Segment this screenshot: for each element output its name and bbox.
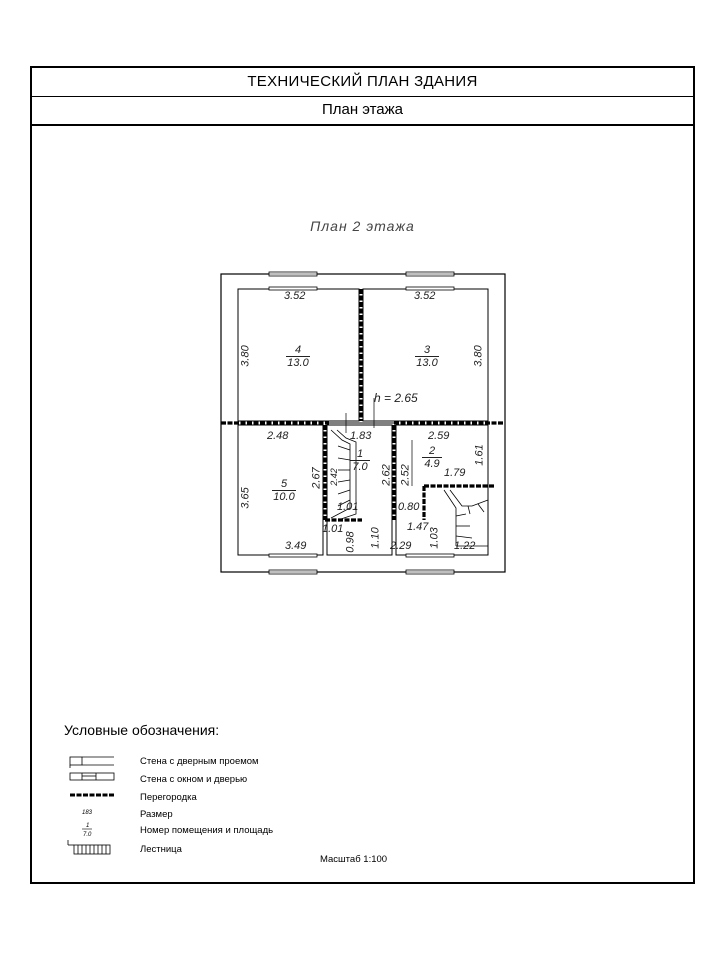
legend-item-size: Размер — [140, 809, 173, 820]
dim-room3-width: 3.52 — [414, 290, 436, 302]
dim-stair-v2: 1.10 — [369, 527, 382, 549]
legend-room-sample-area: 7.0 — [83, 832, 92, 838]
dim-room2-inner: 1.79 — [444, 467, 466, 479]
scale-label: Масштаб 1:100 — [320, 854, 388, 865]
legend-stair-icon — [68, 840, 110, 854]
legend-symbols — [64, 754, 144, 884]
drawing-sheet — [30, 66, 695, 884]
plan-caption: План 2 этажа — [310, 218, 415, 234]
dim-room2-mid: 1.47 — [407, 521, 429, 533]
dim-room4-width: 3.52 — [284, 290, 306, 302]
room-2-area: 4.9 — [424, 458, 440, 470]
room-5-area: 10.0 — [273, 491, 295, 503]
dim-corridor-right2: 2.52 — [399, 464, 412, 486]
room-4-label — [286, 344, 310, 369]
room-4-number: 4 — [286, 344, 310, 357]
dim-room2-right: 1.61 — [473, 444, 486, 466]
dim-room2-top: 2.59 — [428, 430, 450, 442]
sheet-title: ТЕХНИЧЕСКИЙ ПЛАН ЗДАНИЯ — [32, 68, 693, 97]
legend-title: Условные обозначения: — [64, 722, 220, 738]
room-5-label — [272, 478, 296, 503]
dim-room2-bottom: 2.29 — [390, 540, 412, 552]
room-3-area: 13.0 — [416, 357, 438, 369]
dim-room2-door: 0.80 — [398, 501, 420, 513]
room-3-number: 3 — [415, 344, 439, 357]
dim-room5-top: 2.48 — [267, 430, 289, 442]
legend-item-partition: Перегородка — [140, 792, 197, 803]
dim-room5-height: 3.65 — [239, 487, 252, 509]
dim-stair-left: 1.01 — [322, 523, 344, 535]
dim-corridor-width: 1.83 — [350, 430, 372, 442]
dim-stair-v1: 0.98 — [344, 531, 357, 553]
room-3-label — [415, 344, 439, 369]
dim-room5-right: 2.67 — [310, 467, 323, 489]
legend-item-stair: Лестница — [140, 844, 182, 855]
room-2-number: 2 — [422, 445, 442, 458]
dim-corridor-right: 2.62 — [380, 464, 393, 486]
height-label: h = 2.65 — [374, 391, 418, 405]
legend-door-wall-icon — [70, 757, 114, 768]
legend-item-door-wall: Стена с дверным проемом — [140, 756, 259, 767]
dim-room4-height: 3.80 — [239, 345, 252, 367]
dim-corridor-left: 2.42 — [328, 468, 339, 486]
room-5-number: 5 — [272, 478, 296, 491]
room-1-number: 1 — [350, 448, 370, 461]
room-1-area: 7.0 — [352, 461, 368, 473]
legend-room-sample-num: 1 — [86, 823, 90, 829]
legend-item-window-wall: Стена с окном и дверью — [140, 774, 248, 785]
sheet-subtitle: План этажа — [32, 96, 693, 126]
legend-size-sample: 183 — [82, 810, 93, 816]
room-4-area: 13.0 — [287, 357, 309, 369]
dim-corridor-bottom: 1.01 — [337, 501, 359, 513]
dim-stair2-bottom: 1.22 — [454, 540, 476, 552]
room-1-label — [350, 448, 370, 473]
dim-room5-bottom: 3.49 — [285, 540, 307, 552]
dim-room2-v: 1.03 — [428, 527, 441, 549]
room-2-label — [422, 445, 442, 470]
legend-window-wall-icon — [70, 773, 114, 780]
dim-room3-height: 3.80 — [472, 345, 485, 367]
legend-item-room: Номер помещения и площадь — [140, 825, 274, 836]
